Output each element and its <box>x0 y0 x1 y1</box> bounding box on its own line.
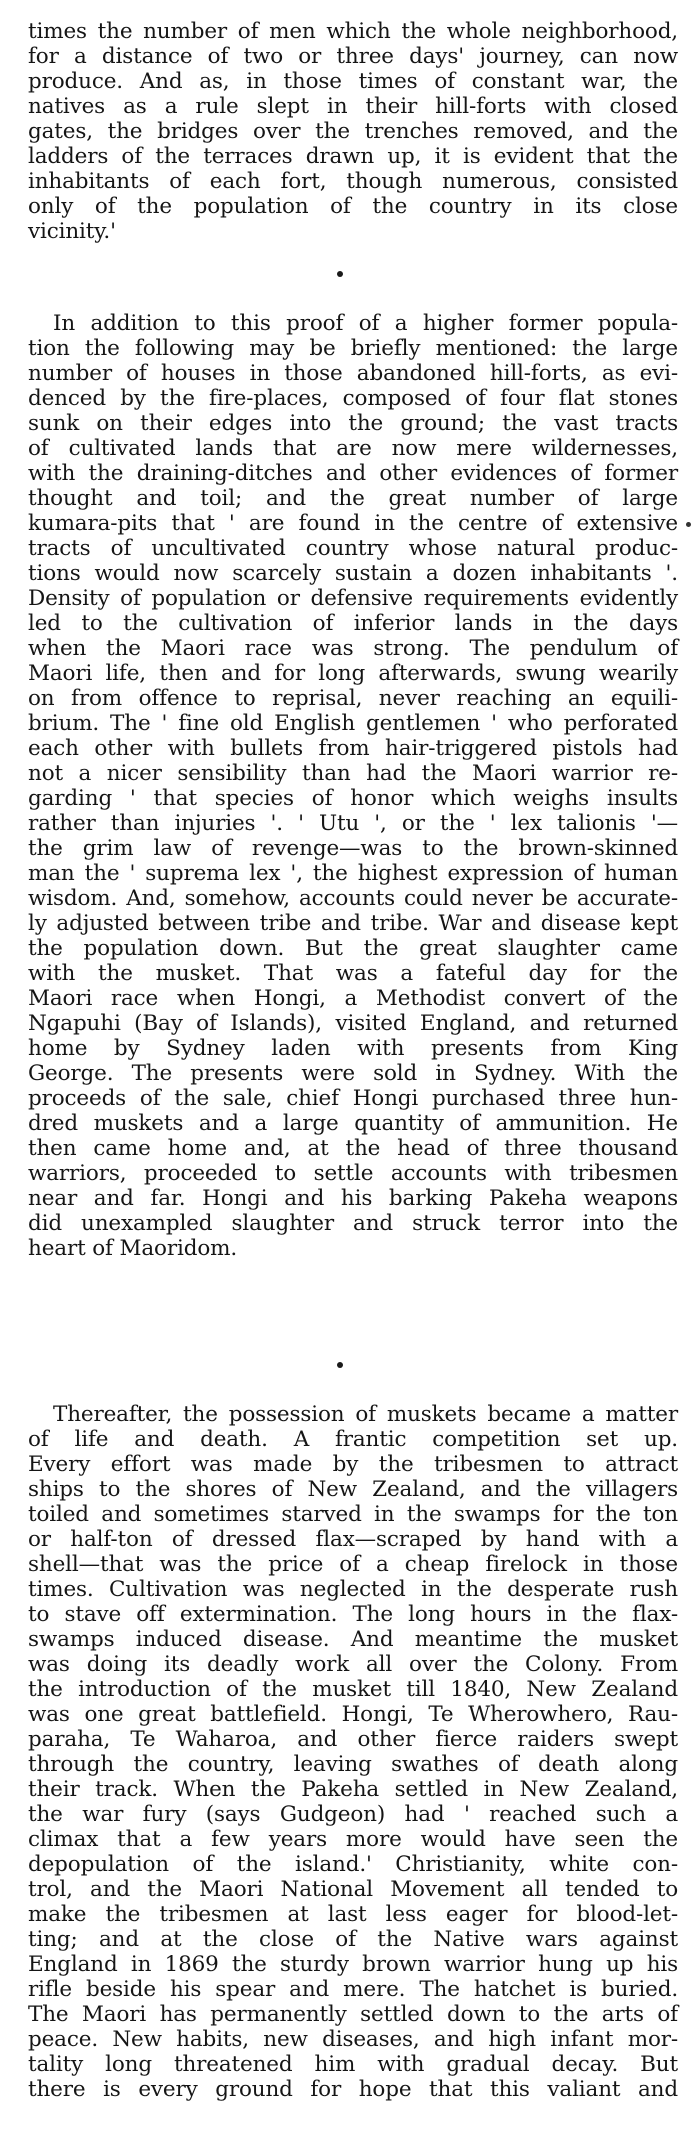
text-line: or half-ton of dressed flax—scraped by hand with a <box>28 1527 678 1552</box>
text-line: was doing its deadly work all over the Colony. From <box>28 1652 678 1677</box>
text-line: times. Cultivation was neglected in the desperate rush <box>28 1577 678 1602</box>
text-line: Thereafter, the possession of muskets became a matter <box>53 1402 678 1427</box>
text-line: with the musket. That was a fateful day for the <box>28 961 678 986</box>
text-line: ting; and at the close of the Native wars against <box>28 1927 678 1952</box>
text-line: was one great battlefield. Hongi, Te Wherowhero, Rau- <box>28 1702 678 1727</box>
text-line: trol, and the Maori National Movement all tended to <box>28 1877 678 1902</box>
text-line: ships to the shores of New Zealand, and the villagers <box>28 1477 678 1502</box>
text-line: dred muskets and a large quantity of ammunition. He <box>28 1111 678 1136</box>
text-line: In addition to this proof of a higher former popula- <box>53 311 678 336</box>
section-separator-dot <box>337 1362 343 1368</box>
text-line: the introduction of the musket till 1840, New Zealand <box>28 1677 678 1702</box>
text-line: Maori life, then and for long afterwards, swung wearily <box>28 661 678 686</box>
text-line: times the number of men which the whole neighborhood, <box>28 19 678 44</box>
text-line: ly adjusted between tribe and tribe. War and disease kept <box>28 911 678 936</box>
text-line: the population down. But the great slaughter came <box>28 936 678 961</box>
text-line: of cultivated lands that are now mere wildernesses, <box>28 436 678 461</box>
text-line: Every effort was made by the tribesmen to attract <box>28 1452 678 1477</box>
text-line: heart of Maoridom. <box>28 1236 238 1261</box>
text-line: Maori race when Hongi, a Methodist convert of the <box>28 986 678 1011</box>
text-line: the war fury (says Gudgeon) had ' reached such a <box>28 1802 678 1827</box>
text-line: vicinity.' <box>28 219 116 244</box>
text-line: England in 1869 the sturdy brown warrior hung up his <box>28 1952 678 1977</box>
text-line: warriors, proceeded to settle accounts with tribesmen <box>28 1161 678 1186</box>
text-line: on from offence to reprisal, never reaching an equili- <box>28 686 678 711</box>
text-line: garding ' that species of honor which weighs insults <box>28 786 678 811</box>
text-line: with the draining-ditches and other evidences of former <box>28 461 678 486</box>
text-line: paraha, Te Waharoa, and other fierce raiders swept <box>28 1727 678 1752</box>
text-line: produce. And as, in those times of constant war, the <box>28 69 678 94</box>
text-line: sunk on their edges into the ground; the vast tracts <box>28 411 678 436</box>
text-line: The Maori has permanently settled down to the arts of <box>28 2002 678 2027</box>
text-line: Ngapuhi (Bay of Islands), visited England, and returned <box>28 1011 678 1036</box>
text-line: their track. When the Pakeha settled in New Zealand, <box>28 1777 678 1802</box>
text-line: man the ' suprema lex ', the highest expression of human <box>28 861 678 886</box>
text-line: inhabitants of each fort, though numerous, consisted <box>28 169 678 194</box>
text-line: for a distance of two or three days' journey, can now <box>28 44 678 69</box>
text-line: Density of population or defensive requirements evidently <box>28 586 678 611</box>
text-line: then came home and, at the head of three thousand <box>28 1136 678 1161</box>
text-line: tion the following may be briefly mentioned: the large <box>28 336 678 361</box>
text-line: depopulation of the island.' Christianity, white con- <box>28 1852 678 1877</box>
text-line: proceeds of the sale, chief Hongi purchased three hun- <box>28 1086 678 1111</box>
text-line: climax that a few years more would have seen the <box>28 1827 678 1852</box>
text-line: there is every ground for hope that this valiant and <box>28 2077 678 2102</box>
text-line: George. The presents were sold in Sydney. With the <box>28 1061 678 1086</box>
print-speck <box>686 522 691 527</box>
paragraph-2 <box>28 311 678 1261</box>
section-separator-dot <box>337 271 343 277</box>
text-line: only of the population of the country in its close <box>28 194 678 219</box>
paragraph-3 <box>28 1402 678 2102</box>
text-line: of life and death. A frantic competition set up. <box>28 1427 678 1452</box>
text-line: led to the cultivation of inferior lands in the days <box>28 611 678 636</box>
text-line: natives as a rule slept in their hill-forts with closed <box>28 94 678 119</box>
text-line: gates, the bridges over the trenches removed, and the <box>28 119 678 144</box>
text-line: make the tribesmen at last less eager for blood-let- <box>28 1902 678 1927</box>
paragraph-1 <box>28 19 678 244</box>
text-line: rather than injuries '. ' Utu ', or the ' lex talionis '— <box>28 811 678 836</box>
text-line: each other with bullets from hair-triggered pistols had <box>28 736 678 761</box>
text-line: rifle beside his spear and mere. The hatchet is buried. <box>28 1977 678 2002</box>
text-line: peace. New habits, new diseases, and high infant mor- <box>28 2027 678 2052</box>
text-line: tions would now scarcely sustain a dozen inhabitants '. <box>28 561 678 586</box>
text-line: swamps induced disease. And meantime the musket <box>28 1627 678 1652</box>
text-line: wisdom. And, somehow, accounts could never be accurate- <box>28 886 678 911</box>
text-line: denced by the fire-places, composed of four flat stones <box>28 386 678 411</box>
text-line: tality long threatened him with gradual decay. But <box>28 2052 678 2077</box>
text-line: ladders of the terraces drawn up, it is evident that the <box>28 144 678 169</box>
text-line: brium. The ' fine old English gentlemen ' who perforated <box>28 711 678 736</box>
text-line: kumara-pits that ' are found in the centre of extensive <box>28 511 678 536</box>
text-line: through the country, leaving swathes of death along <box>28 1752 678 1777</box>
text-line: to stave off extermination. The long hours in the flax- <box>28 1602 678 1627</box>
text-line: near and far. Hongi and his barking Pakeha weapons <box>28 1186 678 1211</box>
text-line: tracts of uncultivated country whose natural produc- <box>28 536 678 561</box>
text-line: did unexampled slaughter and struck terror into the <box>28 1211 678 1236</box>
text-line: thought and toil; and the great number of large <box>28 486 678 511</box>
text-line: when the Maori race was strong. The pendulum of <box>28 636 678 661</box>
text-line: toiled and sometimes starved in the swamps for the ton <box>28 1502 678 1527</box>
text-line: the grim law of revenge—was to the brown-skinned <box>28 836 678 861</box>
text-line: home by Sydney laden with presents from King <box>28 1036 678 1061</box>
text-line: shell—that was the price of a cheap firelock in those <box>28 1552 678 1577</box>
text-line: not a nicer sensibility than had the Maori warrior re- <box>28 761 678 786</box>
text-line: number of houses in those abandoned hill-forts, as evi- <box>28 361 678 386</box>
